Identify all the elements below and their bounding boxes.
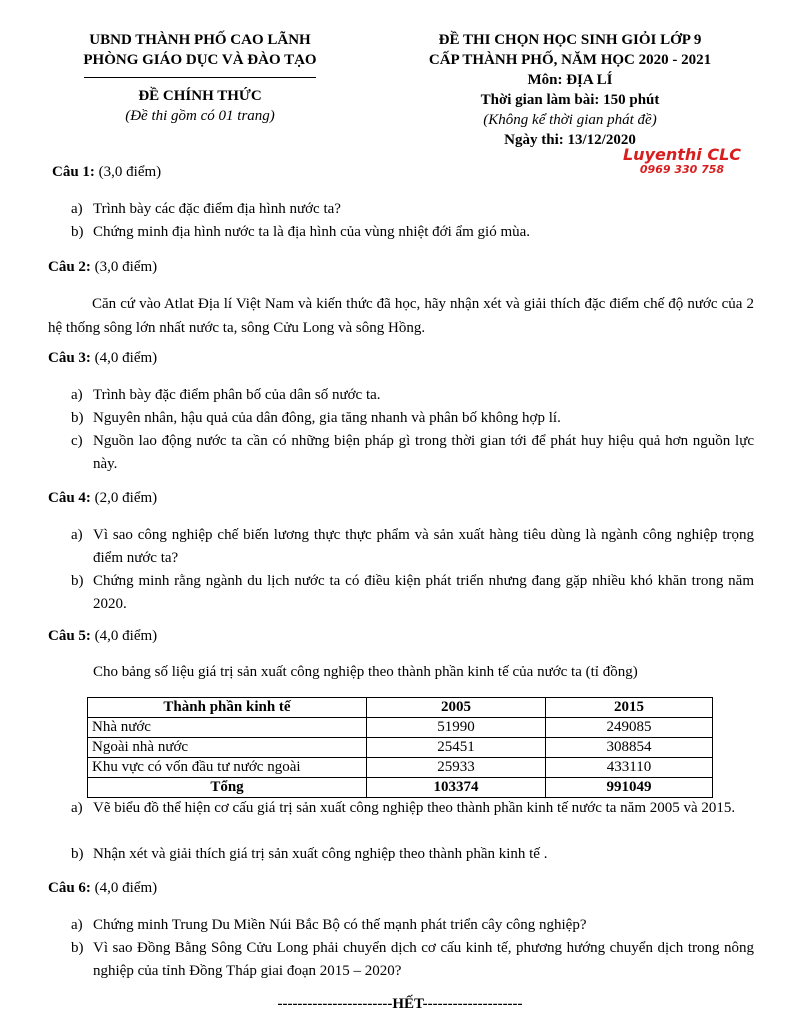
table-cell: 433110 [546,758,713,778]
table-row [88,718,713,738]
exam-title: ĐỀ THI CHỌN HỌC SINH GIỎI LỚP 9 [438,32,702,48]
exam-date: Ngày thi: 13/12/2020 [504,132,636,148]
item-text: Vì sao công nghiệp chế biến lương thực thực phẩm và sản xuất hàng tiêu dùng là ngành công nghiệp trọng điểm nước ta? [93,527,754,566]
exam-duration-note: (Không kể thời gian phát đề) [483,112,657,128]
table-total-row [88,778,713,798]
item-label: b) [71,410,84,426]
question-1-item-a [71,198,754,221]
item-label: a) [71,201,83,217]
question-4-item-a [71,524,754,570]
table-cell: 25451 [367,738,546,758]
question-5-points: (4,0 điểm) [90,628,158,644]
item-text: Chứng minh rằng ngành du lịch nước ta có điều kiện phát triển nhưng đang gặp nhiều khó khăn trong năm 2020. [93,573,754,612]
question-5-title [48,628,157,645]
table-cell: 25933 [367,758,546,778]
table-header-row [88,698,713,718]
item-label: a) [71,527,83,543]
question-3-item-a [71,384,754,407]
issuer-line-2: PHÒNG GIÁO DỤC VÀ ĐÀO TẠO [83,52,317,68]
question-6-item-a [71,914,754,937]
question-1-item-b [71,221,754,244]
exam-level-year: CẤP THÀNH PHỐ, NĂM HỌC 2020 - 2021 [428,52,712,68]
issuer-block [40,30,360,126]
table-cell: Khu vực có vốn đầu tư nước ngoài [88,758,367,778]
item-label: b) [71,573,84,589]
question-5-item-a [71,797,754,820]
end-marker: -----------------------HẾT-------------------- [277,996,523,1012]
question-6-label: Câu 6: [48,880,91,896]
question-3-title [48,350,157,367]
item-label: a) [71,800,83,816]
question-6-item-b [71,937,754,983]
official-label: ĐỀ CHÍNH THỨC [138,88,262,104]
header-divider [84,77,316,78]
table-cell: 103374 [367,778,546,798]
question-3-item-c [71,430,754,476]
table-cell: Tổng [88,778,367,798]
table-row [88,738,713,758]
exam-subject: Môn: ĐỊA LÍ [527,72,613,88]
table-cell: 51990 [367,718,546,738]
industry-output-table [87,697,713,798]
table-cell: Nhà nước [88,718,367,738]
question-2-paragraph: Căn cứ vào Atlat Địa lí Việt Nam và kiến thức đã học, hãy nhận xét và giải thích đặc điểm chế độ nước của 2 hệ thống sông lớn nhất nước ta, sông Cửu Long và sông Hồng. [48,296,754,336]
question-4-item-b [71,570,754,616]
question-6-title [48,880,157,897]
question-2-points: (3,0 điểm) [90,259,158,275]
item-text: Chứng minh Trung Du Miền Núi Bắc Bộ có thế mạnh phát triển cây công nghiệp? [93,917,587,933]
exam-info-block [385,30,755,150]
table-header-cell: Thành phần kinh tế [88,698,367,718]
question-3-label: Câu 3: [48,350,91,366]
question-5-label: Câu 5: [48,628,91,644]
item-label: b) [71,940,84,956]
question-3-item-b [71,407,754,430]
question-2-title [48,259,157,276]
question-3-points: (4,0 điểm) [90,350,158,366]
question-1-label: Câu 1: [52,164,95,180]
table-cell: 308854 [546,738,713,758]
page-count-note: (Đề thi gồm có 01 trang) [125,108,275,124]
issuer-line-1: UBND THÀNH PHỐ CAO LÃNH [89,32,311,48]
item-text: Trình bày đặc điểm phân bố của dân số nước ta. [93,387,381,403]
question-6-points: (4,0 điểm) [90,880,158,896]
item-label: b) [71,224,84,240]
item-label: a) [71,917,83,933]
watermark-logo [607,146,757,176]
question-5-intro: Cho bảng số liệu giá trị sản xuất công nghiệp theo thành phần kinh tế của nước ta (tỉ đồng) [93,664,638,680]
table-row [88,758,713,778]
exam-duration: Thời gian làm bài: 150 phút [480,92,660,108]
table-header-cell: 2015 [546,698,713,718]
question-1-points: (3,0 điểm) [94,164,162,180]
item-label: a) [71,387,83,403]
question-2-label: Câu 2: [48,259,91,275]
item-text: Vẽ biểu đồ thể hiện cơ cấu giá trị sản xuất công nghiệp theo thành phần kinh tế nước ta năm 2005 và 2015. [93,800,736,816]
item-label: b) [71,846,84,862]
watermark-phone: 0969 330 758 [639,163,725,176]
watermark-brand: Luyenthi CLC [622,145,742,164]
item-label: c) [71,433,83,449]
item-text: Nguồn lao động nước ta cần có những biện pháp gì trong thời gian tới để phát huy hiệu quả hơn nguồn lực này. [93,433,754,472]
table-cell: 991049 [546,778,713,798]
table-header-cell: 2005 [367,698,546,718]
question-4-label: Câu 4: [48,490,91,506]
item-text: Vì sao Đồng Bằng Sông Cửu Long phải chuyển dịch cơ cấu kinh tế, phương hướng chuyển dịch trong nông nghiệp của tỉnh Đồng Tháp giai đoạn 2015 – 2020? [93,940,754,979]
question-5-item-b [71,843,754,866]
item-text: Nhận xét và giải thích giá trị sản xuất công nghiệp theo thành phần kinh tế . [93,846,548,862]
table-cell: Ngoài nhà nước [88,738,367,758]
item-text: Trình bày các đặc điểm địa hình nước ta? [93,201,341,217]
question-4-title [48,490,157,507]
item-text: Chứng minh địa hình nước ta là địa hình của vùng nhiệt đới ẩm gió mùa. [93,224,531,240]
table-cell: 249085 [546,718,713,738]
question-4-points: (2,0 điểm) [90,490,158,506]
item-text: Nguyên nhân, hậu quả của dân đông, gia tăng nhanh và phân bố không hợp lí. [93,410,561,426]
question-1-title [52,164,161,181]
